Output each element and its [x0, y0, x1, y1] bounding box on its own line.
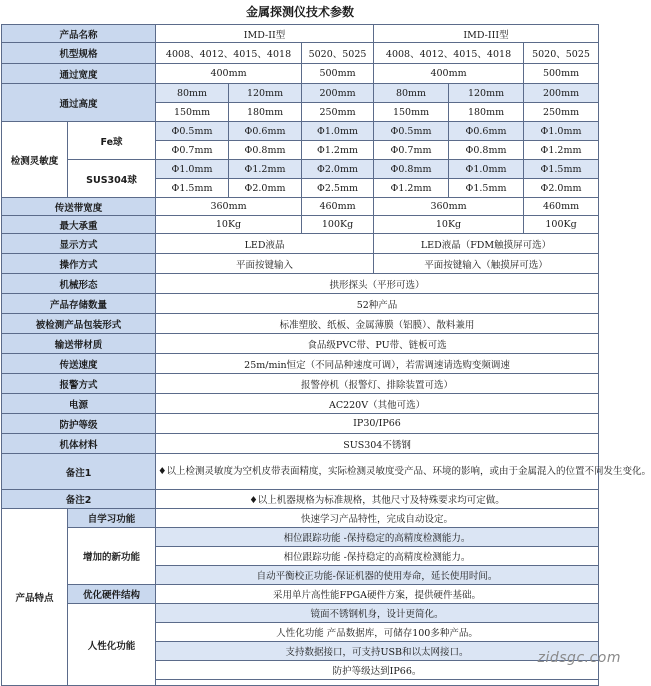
row-label: 被检测产品包装形式 [2, 314, 156, 334]
cell: 100Kg [302, 216, 374, 234]
table-row [2, 294, 599, 314]
row-label: 通过宽度 [2, 64, 156, 84]
cell: 80mm [156, 84, 229, 103]
table-row [2, 528, 599, 547]
spacer-cell [156, 680, 599, 686]
table-row [2, 274, 599, 294]
table-row [2, 374, 599, 394]
table-row [2, 509, 599, 528]
feature-text: 相位跟踪功能 -保持稳定的高精度检测能力。 [156, 528, 599, 547]
feature-text: 镜面不锈钢机身，设计更简化。 [156, 604, 599, 623]
feature-text: 相位跟踪功能 -保持稳定的高精度检测能力。 [156, 547, 599, 566]
cell: 平面按键输入 [156, 254, 374, 274]
feature-label: 增加的新功能 [68, 528, 156, 585]
cell: Φ1.0mm [449, 160, 524, 179]
table-row [2, 334, 599, 354]
feature-text: 支持数据接口，可支持USB和以太网接口。 [156, 642, 599, 661]
note-text: ♦以上机器规格为标准规格，其他尺寸及特殊要求均可定做。 [156, 490, 599, 509]
page-title: 金属探测仪技术参数 [245, 5, 354, 19]
cell: 200mm [302, 84, 374, 103]
table-row [2, 43, 599, 64]
row-label: 防护等级 [2, 414, 156, 434]
table-row [2, 314, 599, 334]
cell: 120mm [449, 84, 524, 103]
feature-text: 人性化功能 产品数据库，可储存100多种产品。 [156, 623, 599, 642]
row-label: 传送带宽度 [2, 198, 156, 216]
cell: 5020、5025 [302, 43, 374, 64]
cell: 报警停机（报警灯、排除装置可选） [156, 374, 599, 394]
cell: 400mm [374, 64, 524, 84]
cell: Φ2.0mm [302, 160, 374, 179]
cell: Φ0.8mm [449, 141, 524, 160]
row-label: 输送带材质 [2, 334, 156, 354]
table-row [2, 234, 599, 254]
cell: 食品级PVC带、PU带、链板可选 [156, 334, 599, 354]
row-label: 机体材料 [2, 434, 156, 454]
cell: 200mm [524, 84, 599, 103]
sus304-ball-label: SUS304球 [68, 160, 156, 198]
cell: Φ1.5mm [449, 179, 524, 198]
table-row [2, 64, 599, 84]
table-row [2, 414, 599, 434]
table-row [2, 434, 599, 454]
feature-text: 采用单片高性能FPGA硬件方案，提供硬件基础。 [156, 585, 599, 604]
cell: 500mm [302, 64, 374, 84]
cell: Φ1.2mm [524, 141, 599, 160]
cell: 80mm [374, 84, 449, 103]
cell: 150mm [156, 103, 229, 122]
cell: 5020、5025 [524, 43, 599, 64]
model-iii-name: IMD-III型 [374, 25, 599, 43]
cell: Φ0.5mm [156, 122, 229, 141]
feature-text: 快速学习产品特性，完成自动设定。 [156, 509, 599, 528]
row-label: 机型规格 [2, 43, 156, 64]
cell: LED液晶 [156, 234, 374, 254]
feature-label: 自学习功能 [68, 509, 156, 528]
cell: 250mm [302, 103, 374, 122]
table-row [2, 585, 599, 604]
cell: Φ1.5mm [524, 160, 599, 179]
cell: Φ2.0mm [229, 179, 302, 198]
row-label: 电源 [2, 394, 156, 414]
table-row [2, 122, 599, 141]
cell: Φ1.0mm [524, 122, 599, 141]
cell: 250mm [524, 103, 599, 122]
model-ii-name: IMD-II型 [156, 25, 374, 43]
cell: Φ1.5mm [156, 179, 229, 198]
cell: 4008、4012、4015、4018 [374, 43, 524, 64]
cell: 4008、4012、4015、4018 [156, 43, 302, 64]
cell: 52种产品 [156, 294, 599, 314]
cell: Φ0.6mm [229, 122, 302, 141]
cell: 100Kg [524, 216, 599, 234]
cell: 25m/min恒定（不同品种速度可调），若需调速请选购变频调速 [156, 354, 599, 374]
cell: Φ1.2mm [374, 179, 449, 198]
table-row [2, 604, 599, 623]
row-label: 机械形态 [2, 274, 156, 294]
cell: 10Kg [374, 216, 524, 234]
feature-label: 人性化功能 [68, 604, 156, 686]
cell: Φ1.0mm [302, 122, 374, 141]
cell: Φ0.7mm [374, 141, 449, 160]
feature-text: 防护等级达到IP66。 [156, 661, 599, 680]
row-label: 产品名称 [2, 25, 156, 43]
row-label: 操作方式 [2, 254, 156, 274]
cell: 平面按键输入（触摸屏可选） [374, 254, 599, 274]
table-row [2, 216, 599, 234]
row-label: 产品存储数量 [2, 294, 156, 314]
features-label: 产品特点 [2, 509, 68, 686]
table-row [2, 490, 599, 509]
table-row [2, 454, 599, 490]
cell: Φ2.5mm [302, 179, 374, 198]
feature-label: 优化硬件结构 [68, 585, 156, 604]
row-label: 备注2 [2, 490, 156, 509]
cell: Φ2.0mm [524, 179, 599, 198]
cell: 10Kg [156, 216, 302, 234]
row-label: 检测灵敏度 [2, 122, 68, 198]
row-label: 报警方式 [2, 374, 156, 394]
table-row [2, 254, 599, 274]
row-label: 最大承重 [2, 216, 156, 234]
cell: IP30/IP66 [156, 414, 599, 434]
table-row [2, 160, 599, 179]
row-label: 通过高度 [2, 84, 156, 122]
cell: 360mm [156, 198, 302, 216]
cell: Φ0.8mm [374, 160, 449, 179]
table-row [2, 25, 599, 43]
cell: Φ0.8mm [229, 141, 302, 160]
cell: Φ1.2mm [229, 160, 302, 179]
cell: 460mm [524, 198, 599, 216]
cell: 400mm [156, 64, 302, 84]
cell: 150mm [374, 103, 449, 122]
cell: 360mm [374, 198, 524, 216]
fe-ball-label: Fe球 [68, 122, 156, 160]
cell: LED液晶（FDM触摸屏可选） [374, 234, 599, 254]
table-row [2, 84, 599, 103]
cell: 标准塑胶、纸板、金属薄膜（铝膜）、散料兼用 [156, 314, 599, 334]
cell: 460mm [302, 198, 374, 216]
cell: 500mm [524, 64, 599, 84]
cell: 拱形探头（平形可选） [156, 274, 599, 294]
table-row [2, 198, 599, 216]
cell: Φ0.5mm [374, 122, 449, 141]
watermark: zidsgc.com [537, 650, 621, 666]
spec-table [1, 24, 651, 686]
cell: Φ1.0mm [156, 160, 229, 179]
row-label: 显示方式 [2, 234, 156, 254]
row-label: 传送速度 [2, 354, 156, 374]
cell: Φ0.6mm [449, 122, 524, 141]
cell: 180mm [229, 103, 302, 122]
cell: AC220V（其他可选） [156, 394, 599, 414]
note-text: ♦以上检测灵敏度为空机皮带表面精度，实际检测灵敏度受产品、环境的影响，或由于金属混入的位置不同发生变化。 [156, 454, 599, 490]
cell: Φ0.7mm [156, 141, 229, 160]
table-row [2, 354, 599, 374]
row-label: 备注1 [2, 454, 156, 490]
cell: 120mm [229, 84, 302, 103]
cell: SUS304不锈钢 [156, 434, 599, 454]
table-row [2, 394, 599, 414]
cell: Φ1.2mm [302, 141, 374, 160]
cell: 180mm [449, 103, 524, 122]
feature-text: 自动平衡校正功能-保证机器的使用寿命，延长使用时间。 [156, 566, 599, 585]
